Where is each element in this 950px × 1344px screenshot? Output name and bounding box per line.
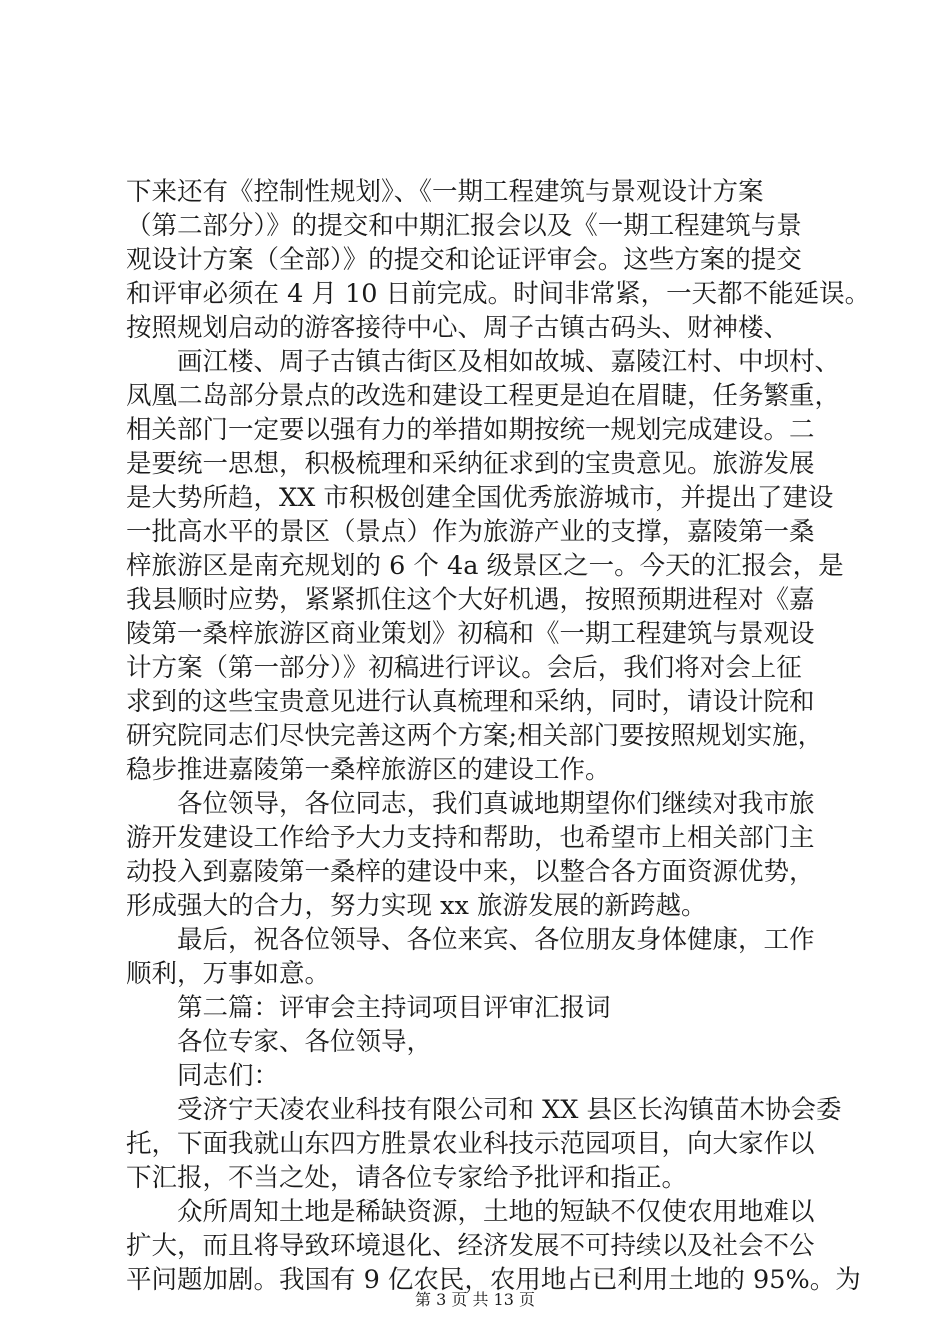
text-line: 平问题加剧。我国有 9 亿农民，农用地占已利用土地的 95%。为 [126,1265,861,1295]
text-line: 凤凰二岛部分景点的改选和建设工程更是迫在眉睫，任务繁重， [126,381,841,411]
text-line: 按照规划启动的游客接待中心、周子古镇古码头、财神楼、 [126,313,790,343]
text-line: 受济宁天凌农业科技有限公司和 XX 县区长沟镇苗木协会委 [177,1095,842,1125]
text-line: 下汇报，不当之处，请各位专家给予批评和指正。 [126,1163,688,1193]
text-line: 是大势所趋，XX 市积极创建全国优秀旅游城市，并提出了建设 [126,483,834,513]
text-line: 梓旅游区是南充规划的 6 个 4a 级景区之一。今天的汇报会，是 [126,551,844,581]
text-line: （第二部分）》的提交和中期汇报会以及《一期工程建筑与景 [126,211,802,241]
text-line: 一批高水平的景区（景点）作为旅游产业的支撑，嘉陵第一桑 [126,517,815,547]
text-line: 研究院同志们尽快完善这两个方案;相关部门要按照规划实施， [126,721,824,751]
section-heading: 第二篇：评审会主持词项目评审汇报词 [177,993,611,1023]
text-line: 动投入到嘉陵第一桑梓的建设中来，以整合各方面资源优势， [126,857,815,887]
text-line: 陵第一桑梓旅游区商业策划》初稿和《一期工程建筑与景观设 [126,619,815,649]
text-line: 我县顺时应势，紧紧抓住这个大好机遇，按照预期进程对《嘉 [126,585,815,615]
text-line: 观设计方案（全部）》的提交和论证评审会。这些方案的提交 [126,245,802,275]
text-line: 画江楼、周子古镇古街区及相如故城、嘉陵江村、中坝村、 [177,347,841,377]
text-line: 同志们： [177,1061,280,1091]
text-line: 各位专家、各位领导， [177,1027,433,1057]
text-line: 顺利，万事如意。 [126,959,331,989]
text-line: 托，下面我就山东四方胜景农业科技示范园项目，向大家作以 [126,1129,815,1159]
text-line: 稳步推进嘉陵第一桑梓旅游区的建设工作。 [126,755,611,785]
text-line: 和评审必须在 4 月 10 日前完成。时间非常紧，一天都不能延误。 [126,279,871,309]
text-line: 下来还有《控制性规划》、《一期工程建筑与景观设计方案 [126,177,764,207]
page-footer: 第 3 页 共 13 页 [415,1290,535,1309]
text-line: 形成强大的合力，努力实现 xx 旅游发展的新跨越。 [126,891,707,921]
text-line: 扩大，而且将导致环境退化、经济发展不可持续以及社会不公 [126,1231,815,1261]
text-line: 众所周知土地是稀缺资源，土地的短缺不仅使农用地难以 [177,1197,815,1227]
text-line: 计方案（第一部分）》初稿进行评议。会后，我们将对会上征 [126,653,802,683]
text-line: 是要统一思想，积极梳理和采纳征求到的宝贵意见。旅游发展 [126,449,815,479]
text-line: 求到的这些宝贵意见进行认真梳理和采纳，同时，请设计院和 [126,687,815,717]
text-line: 最后，祝各位领导、各位来宾、各位朋友身体健康，工作 [177,925,815,955]
text-line: 各位领导，各位同志，我们真诚地期望你们继续对我市旅 [177,789,815,819]
text-line: 游开发建设工作给予大力支持和帮助，也希望市上相关部门主 [126,823,815,853]
text-line: 相关部门一定要以强有力的举措如期按统一规划完成建设。二 [126,415,815,445]
